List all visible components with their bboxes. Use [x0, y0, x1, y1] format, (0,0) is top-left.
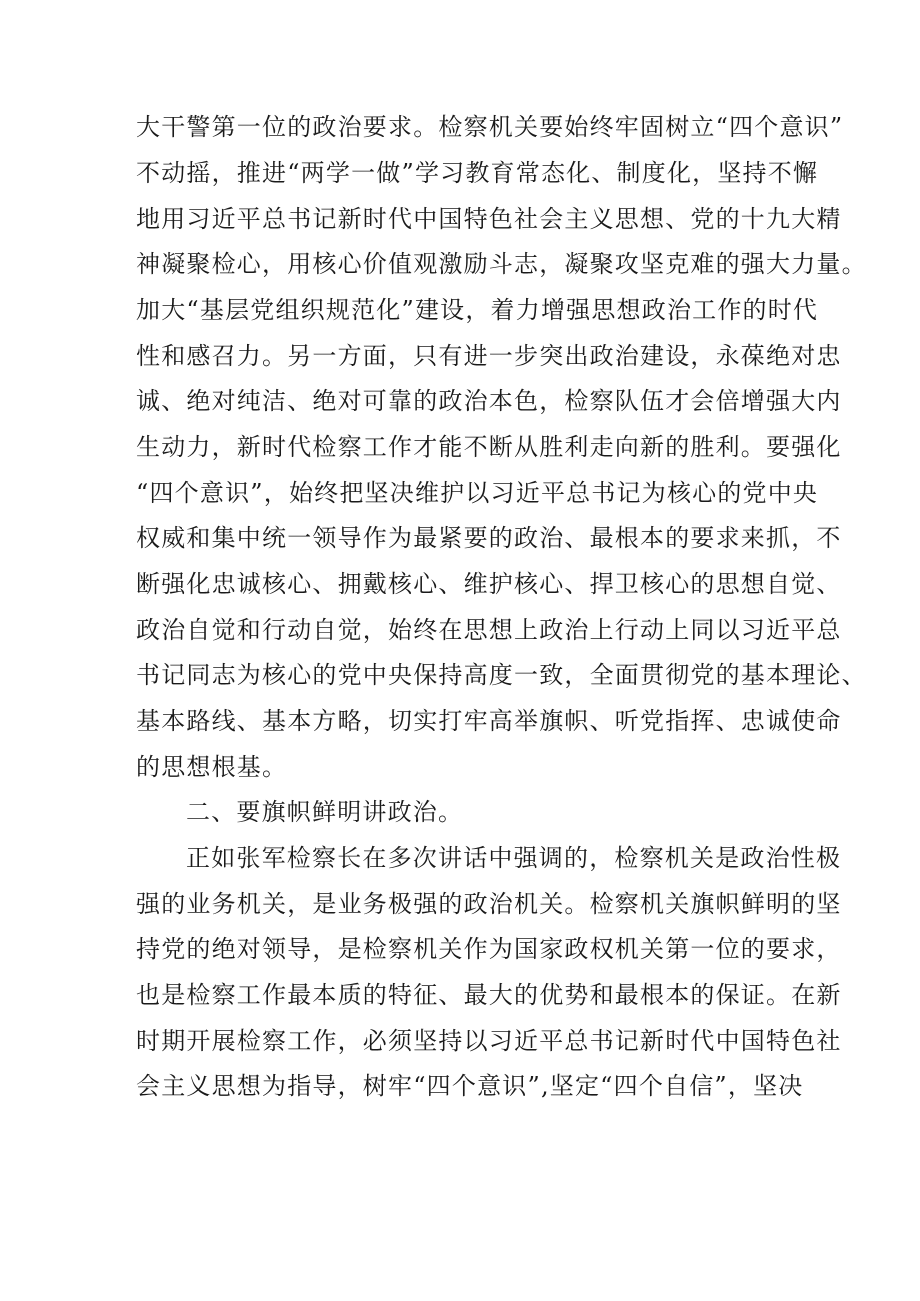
- text-line: 基本路线、基本方略，切实打牢高举旗帜、听党指挥、忠诚使命: [136, 707, 842, 735]
- text-line: 也是检察工作最本质的特征、最大的优势和最根本的保证。在新: [136, 981, 842, 1009]
- text-line: 地用习近平总书记新时代中国特色社会主义思想、党的十九大精: [136, 205, 842, 233]
- text-line: 政治自觉和行动自觉，始终在思想上政治上行动上同以习近平总: [136, 616, 842, 644]
- text-line: 加大“基层党组织规范化”建设，着力增强思想政治工作的时代: [136, 296, 819, 324]
- text-line: “四个意识”，始终把坚决维护以习近平总书记为核心的党中央: [136, 479, 819, 507]
- text-line: 正如张军检察长在多次讲话中强调的，检察机关是政治性极: [186, 844, 842, 872]
- text-line: 书记同志为核心的党中央保持高度一致，全面贯彻党的基本理论、: [136, 661, 867, 689]
- section-heading: 二、要旗帜鲜明讲政治。: [186, 798, 464, 826]
- text-line: 诚、绝对纯洁、绝对可靠的政治本色，检察队伍才会倍增强大内: [136, 387, 842, 415]
- text-line: 大干警第一位的政治要求。检察机关要始终牢固树立“四个意识”: [136, 113, 844, 141]
- text-line: 强的业务机关，是业务极强的政治机关。检察机关旗帜鲜明的坚: [136, 890, 842, 918]
- text-line: 神凝聚检心，用核心价值观激励斗志，凝聚攻坚克难的强大力量。: [136, 250, 867, 278]
- text-line: 时期开展检察工作，必须坚持以习近平总书记新时代中国特色社: [136, 1027, 842, 1055]
- text-line: 断强化忠诚核心、拥戴核心、维护核心、捍卫核心的思想自觉、: [136, 570, 842, 598]
- text-line: 生动力，新时代检察工作才能不断从胜利走向新的胜利。要强化: [136, 433, 842, 461]
- text-line: 权威和集中统一领导作为最紧要的政治、最根本的要求来抓，不: [136, 524, 842, 552]
- text-line: 持党的绝对领导，是检察机关作为国家政权机关第一位的要求，: [136, 935, 842, 963]
- text-line: 性和感召力。另一方面，只有进一步突出政治建设，永葆绝对忠: [136, 342, 842, 370]
- text-line: 不动摇，推进“两学一做”学习教育常态化、制度化，坚持不懈: [136, 159, 819, 187]
- text-line: 的思想根基。: [136, 753, 288, 781]
- text-line: 会主义思想为指导，树牢“四个意识”,坚定“四个自信”，坚决: [136, 1072, 804, 1100]
